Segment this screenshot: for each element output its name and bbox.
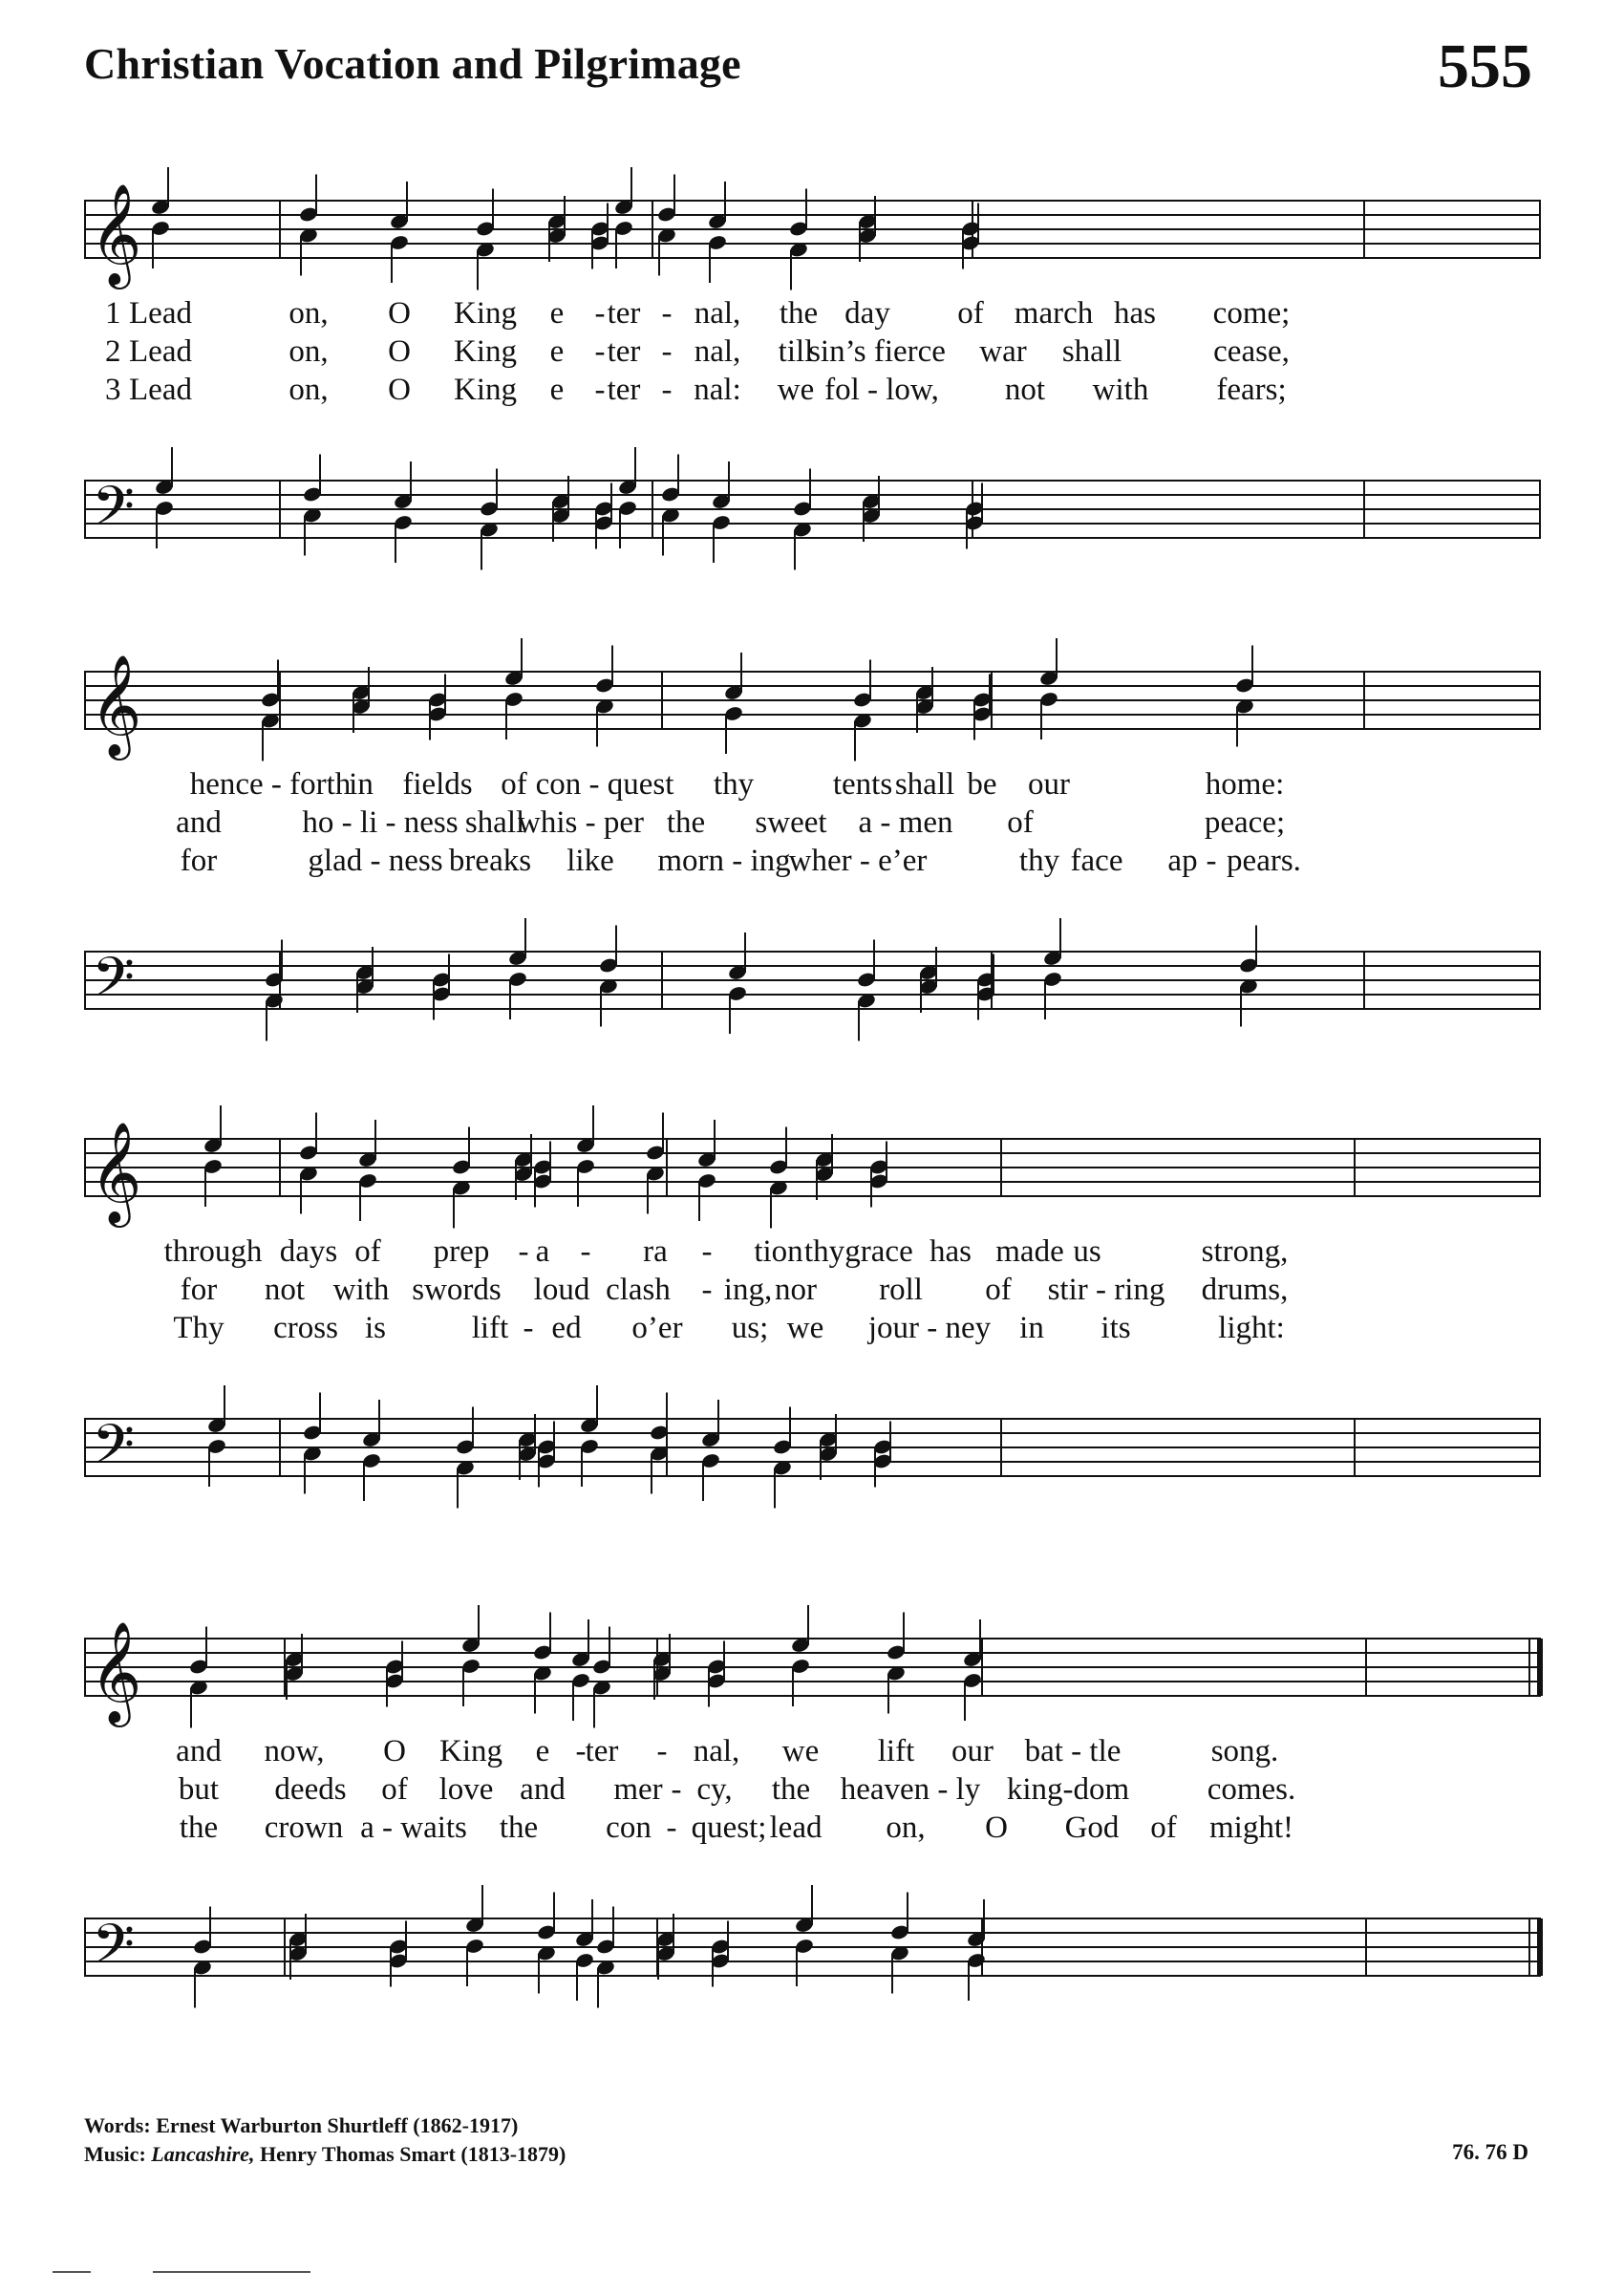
lyric-syllable: strong, xyxy=(1201,1234,1289,1269)
lyric-syllable: fields xyxy=(402,767,473,802)
lyric-syllable: and xyxy=(520,1772,566,1807)
lyric-syllable: thy xyxy=(713,767,755,802)
lyric-syllable: fol - low, xyxy=(824,373,939,407)
bass-staff-lines xyxy=(84,1909,1541,2024)
lyric-syllable: nal, xyxy=(694,334,741,369)
treble-staff-lines xyxy=(84,654,1541,777)
lyric-syllable: us xyxy=(1073,1234,1101,1269)
lyric-syllable: comes. xyxy=(1207,1772,1296,1807)
lyric-syllable: nal, xyxy=(693,1734,740,1768)
lyric-syllable: cease, xyxy=(1213,334,1290,369)
lyric-syllable: in xyxy=(349,767,374,802)
lyric-syllable: fears; xyxy=(1216,373,1287,407)
lyric-syllable: light: xyxy=(1218,1311,1285,1345)
lyric-syllable: our xyxy=(951,1734,994,1768)
lyric-line xyxy=(84,844,1541,882)
treble-staff xyxy=(84,654,1541,777)
lyric-syllable: tents xyxy=(832,767,893,802)
lyric-syllable: ho - li - ness xyxy=(302,805,459,840)
treble-staff xyxy=(84,1121,1541,1244)
lyric-line xyxy=(84,1811,1541,1849)
lyric-syllable: us; xyxy=(731,1311,769,1345)
lyric-syllable: cross xyxy=(273,1311,338,1345)
lyric-syllable: for xyxy=(180,1273,218,1307)
bass-staff xyxy=(84,471,1541,586)
lyric-syllable: of xyxy=(985,1273,1012,1307)
lyric-syllable: lead xyxy=(769,1811,823,1845)
lyric-syllable: Lead xyxy=(129,373,192,407)
scan-mark xyxy=(153,2271,310,2273)
lyric-syllable: sweet xyxy=(755,805,827,840)
lyric-syllable: thy xyxy=(1018,844,1060,878)
treble-staff-lines xyxy=(84,182,1541,306)
lyric-syllable: - xyxy=(656,1734,668,1768)
lyric-syllable: the xyxy=(499,1811,539,1845)
hymn-number: 555 xyxy=(1438,32,1532,101)
lyric-syllable: now, xyxy=(264,1734,325,1768)
lyric-line xyxy=(84,805,1541,844)
lyric-syllable: con xyxy=(606,1811,652,1845)
lyric-syllable: - xyxy=(518,1234,529,1269)
lyric-syllable: on, xyxy=(886,1811,926,1845)
scan-mark xyxy=(53,2271,91,2273)
lyric-syllable: a - men xyxy=(858,805,953,840)
lyric-syllable: - xyxy=(523,1311,534,1345)
lyric-syllable: for xyxy=(180,844,218,878)
treble-clef-icon: 𝄞 xyxy=(90,654,142,756)
lyric-syllable: through xyxy=(163,1234,263,1269)
words-credit xyxy=(84,2111,566,2140)
lyric-syllable: roll xyxy=(879,1273,923,1307)
lyrics-block xyxy=(84,767,1541,882)
lyric-syllable: of xyxy=(501,767,527,802)
lyric-syllable: - xyxy=(671,1772,682,1807)
lyric-syllable: our xyxy=(1028,767,1070,802)
bass-staff xyxy=(84,942,1541,1057)
lyric-syllable: but xyxy=(178,1772,220,1807)
lyric-syllable: be xyxy=(967,767,997,802)
lyric-syllable: is xyxy=(364,1311,387,1345)
lyric-syllable: lift xyxy=(471,1311,509,1345)
lyric-syllable: has xyxy=(930,1234,972,1269)
bass-staff-lines xyxy=(84,471,1541,586)
lyric-syllable: has xyxy=(1114,296,1156,331)
meter: 76. 76 D xyxy=(1452,2140,1528,2164)
lyric-syllable: - xyxy=(580,1234,591,1269)
lyric-line xyxy=(84,334,1541,373)
lyric-syllable: nal: xyxy=(694,373,741,407)
lyric-syllable: day xyxy=(844,296,890,331)
lyric-line xyxy=(84,1234,1541,1273)
lyric-line xyxy=(84,1772,1541,1811)
lyric-syllable: shall xyxy=(464,805,525,840)
lyric-syllable: King xyxy=(454,296,517,331)
lyric-syllable: a xyxy=(535,1234,550,1269)
lyric-syllable: on, xyxy=(288,334,329,369)
lyric-syllable: ed xyxy=(551,1311,582,1345)
lyric-syllable: e xyxy=(549,373,565,407)
lyric-syllable: of xyxy=(381,1772,408,1807)
lyric-syllable: ra xyxy=(643,1234,668,1269)
lyric-syllable: King xyxy=(439,1734,502,1768)
lyric-syllable: quest; xyxy=(691,1811,767,1845)
bass-staff xyxy=(84,1909,1541,2024)
tune-name: Lancashire, xyxy=(151,2142,255,2166)
bass-clef-icon: 𝄢 xyxy=(92,945,136,1023)
lyric-syllable: mer xyxy=(613,1772,663,1807)
lyric-syllable: and xyxy=(176,805,222,840)
lyric-syllable: O xyxy=(985,1811,1008,1845)
lyric-syllable: march xyxy=(1014,296,1094,331)
lyric-syllable: days xyxy=(279,1234,338,1269)
lyric-syllable: drums, xyxy=(1201,1273,1289,1307)
lyric-syllable: breaks xyxy=(448,844,532,878)
lyric-syllable: love xyxy=(438,1772,494,1807)
composer: Henry Thomas Smart (1813-1879) xyxy=(259,2142,566,2166)
bass-staff xyxy=(84,1409,1541,1524)
lyric-syllable: till xyxy=(778,334,814,369)
verse-number: 2 xyxy=(105,334,121,369)
lyric-syllable: O xyxy=(383,1734,406,1768)
credits xyxy=(84,2111,566,2169)
lyric-syllable: con - quest xyxy=(535,767,674,802)
lyric-syllable: clash xyxy=(606,1273,671,1307)
lyric-syllable: on, xyxy=(288,373,329,407)
lyric-syllable: stir - ring xyxy=(1047,1273,1165,1307)
lyric-line xyxy=(84,767,1541,805)
lyric-syllable: ap xyxy=(1167,844,1198,878)
lyric-syllable: ter xyxy=(607,334,641,369)
lyric-syllable: of xyxy=(1007,805,1034,840)
lyric-syllable: we xyxy=(777,373,815,407)
lyric-syllable: ter xyxy=(607,373,641,407)
lyric-syllable: its xyxy=(1100,1311,1131,1345)
lyric-syllable: deeds xyxy=(274,1772,347,1807)
lyric-syllable: like xyxy=(566,844,614,878)
lyric-syllable: not xyxy=(264,1273,306,1307)
lyric-line xyxy=(84,1311,1541,1349)
lyric-syllable: the xyxy=(779,296,819,331)
lyric-syllable: we xyxy=(781,1734,820,1768)
lyric-syllable: made xyxy=(995,1234,1064,1269)
treble-clef-icon: 𝄞 xyxy=(90,1620,142,1723)
lyric-syllable: wher - e’er xyxy=(788,844,928,878)
lyric-syllable: ter xyxy=(585,1734,619,1768)
lyric-syllable: come; xyxy=(1212,296,1291,331)
verse-number: 3 xyxy=(105,373,121,407)
lyric-syllable: - xyxy=(701,1234,713,1269)
lyric-syllable: O xyxy=(388,373,411,407)
lyric-syllable: home: xyxy=(1205,767,1285,802)
lyric-syllable: - xyxy=(701,1273,713,1307)
words-label: Words: xyxy=(84,2113,151,2137)
lyric-syllable: tion xyxy=(754,1234,803,1269)
lyric-syllable: loud xyxy=(533,1273,590,1307)
bass-clef-icon: 𝄢 xyxy=(92,474,136,552)
lyric-syllable: nor xyxy=(775,1273,817,1307)
lyric-syllable: thy xyxy=(803,1234,845,1269)
lyric-syllable: prep xyxy=(433,1234,490,1269)
lyric-syllable: shall xyxy=(894,767,955,802)
lyric-syllable: ing, xyxy=(723,1273,773,1307)
lyric-syllable: face xyxy=(1070,844,1123,878)
verse-number: 1 xyxy=(105,296,121,331)
lyric-syllable: of xyxy=(957,296,984,331)
lyric-syllable: glad - ness xyxy=(308,844,443,878)
lyric-syllable: grace xyxy=(844,1234,913,1269)
lyric-syllable: pears. xyxy=(1227,844,1301,878)
lyric-syllable: - xyxy=(661,373,673,407)
lyric-line xyxy=(84,373,1541,411)
lyric-syllable: e xyxy=(549,296,565,331)
lyric-syllable: with xyxy=(332,1273,390,1307)
lyric-syllable: O xyxy=(388,296,411,331)
lyric-syllable: - xyxy=(594,373,606,407)
treble-staff-lines xyxy=(84,1121,1541,1244)
lyric-syllable: shall xyxy=(1061,334,1122,369)
music-credit xyxy=(84,2140,566,2169)
words-author: Ernest Warburton Shurtleff (1862-1917) xyxy=(156,2113,519,2137)
treble-clef-icon: 𝄞 xyxy=(90,1121,142,1223)
lyric-line xyxy=(84,1273,1541,1311)
lyric-syllable: with xyxy=(1092,373,1149,407)
lyric-syllable: the xyxy=(179,1811,219,1845)
lyric-syllable: the xyxy=(771,1772,811,1807)
lyric-syllable: King xyxy=(454,373,517,407)
lyric-syllable: of xyxy=(1150,1811,1177,1845)
lyric-syllable: of xyxy=(354,1234,381,1269)
treble-staff xyxy=(84,1620,1541,1744)
lyric-syllable: heaven - ly xyxy=(840,1772,981,1807)
lyric-syllable: hence - forth xyxy=(189,767,352,802)
lyric-syllable: - xyxy=(1206,844,1217,878)
lyric-line xyxy=(84,1734,1541,1772)
lyric-syllable: peace; xyxy=(1204,805,1286,840)
lyric-syllable: - xyxy=(594,334,606,369)
lyric-syllable: e xyxy=(549,334,565,369)
lyric-syllable: king-dom xyxy=(1006,1772,1130,1807)
bass-staff-lines xyxy=(84,1409,1541,1524)
lyrics-block xyxy=(84,1234,1541,1349)
lyric-syllable: - xyxy=(594,296,606,331)
lyric-syllable: on, xyxy=(288,296,329,331)
lyric-syllable: Thy xyxy=(173,1311,224,1345)
treble-clef-icon: 𝄞 xyxy=(90,182,142,285)
lyric-syllable: ter xyxy=(607,296,641,331)
lyric-syllable: we xyxy=(786,1311,824,1345)
lyric-syllable: - xyxy=(666,1811,677,1845)
lyric-syllable: - xyxy=(661,296,673,331)
lyric-syllable: war xyxy=(979,334,1027,369)
lyric-syllable: jour - ney xyxy=(867,1311,992,1345)
treble-staff xyxy=(84,182,1541,306)
page-title: Christian Vocation and Pilgrimage xyxy=(84,39,741,88)
lyric-syllable: not xyxy=(1004,373,1046,407)
lyric-syllable: e xyxy=(535,1734,550,1768)
lyrics-block xyxy=(84,1734,1541,1849)
lyric-syllable: King xyxy=(454,334,517,369)
lyric-syllable: cy, xyxy=(696,1772,733,1807)
lyric-syllable: lift xyxy=(877,1734,915,1768)
lyric-line xyxy=(84,296,1541,334)
lyric-syllable: nal, xyxy=(694,296,741,331)
lyric-syllable: the xyxy=(666,805,706,840)
lyric-syllable: swords xyxy=(412,1273,502,1307)
bass-clef-icon: 𝄢 xyxy=(92,1912,136,1990)
lyric-syllable: - xyxy=(575,1734,587,1768)
music-label: Music: xyxy=(84,2142,146,2166)
lyric-syllable: whis - per xyxy=(518,805,644,840)
lyric-syllable: O xyxy=(388,334,411,369)
lyric-syllable: morn - ing xyxy=(657,844,791,878)
treble-staff-lines xyxy=(84,1620,1541,1744)
lyric-syllable: and xyxy=(176,1734,222,1768)
bass-staff-lines xyxy=(84,942,1541,1057)
lyric-syllable: sin’s fierce xyxy=(808,334,946,369)
bass-clef-icon: 𝄢 xyxy=(92,1412,136,1490)
lyric-syllable: God xyxy=(1064,1811,1120,1845)
lyric-syllable: in xyxy=(1019,1311,1044,1345)
lyric-syllable: Lead xyxy=(129,334,192,369)
lyric-syllable: bat - tle xyxy=(1024,1734,1122,1768)
lyrics-block xyxy=(84,296,1541,411)
lyric-syllable: o’er xyxy=(631,1311,683,1345)
lyric-syllable: a - waits xyxy=(360,1811,467,1845)
lyric-syllable: crown xyxy=(264,1811,344,1845)
lyric-syllable: might! xyxy=(1209,1811,1293,1845)
lyric-syllable: song. xyxy=(1210,1734,1279,1768)
lyric-syllable: - xyxy=(661,334,673,369)
lyric-syllable: Lead xyxy=(129,296,192,331)
